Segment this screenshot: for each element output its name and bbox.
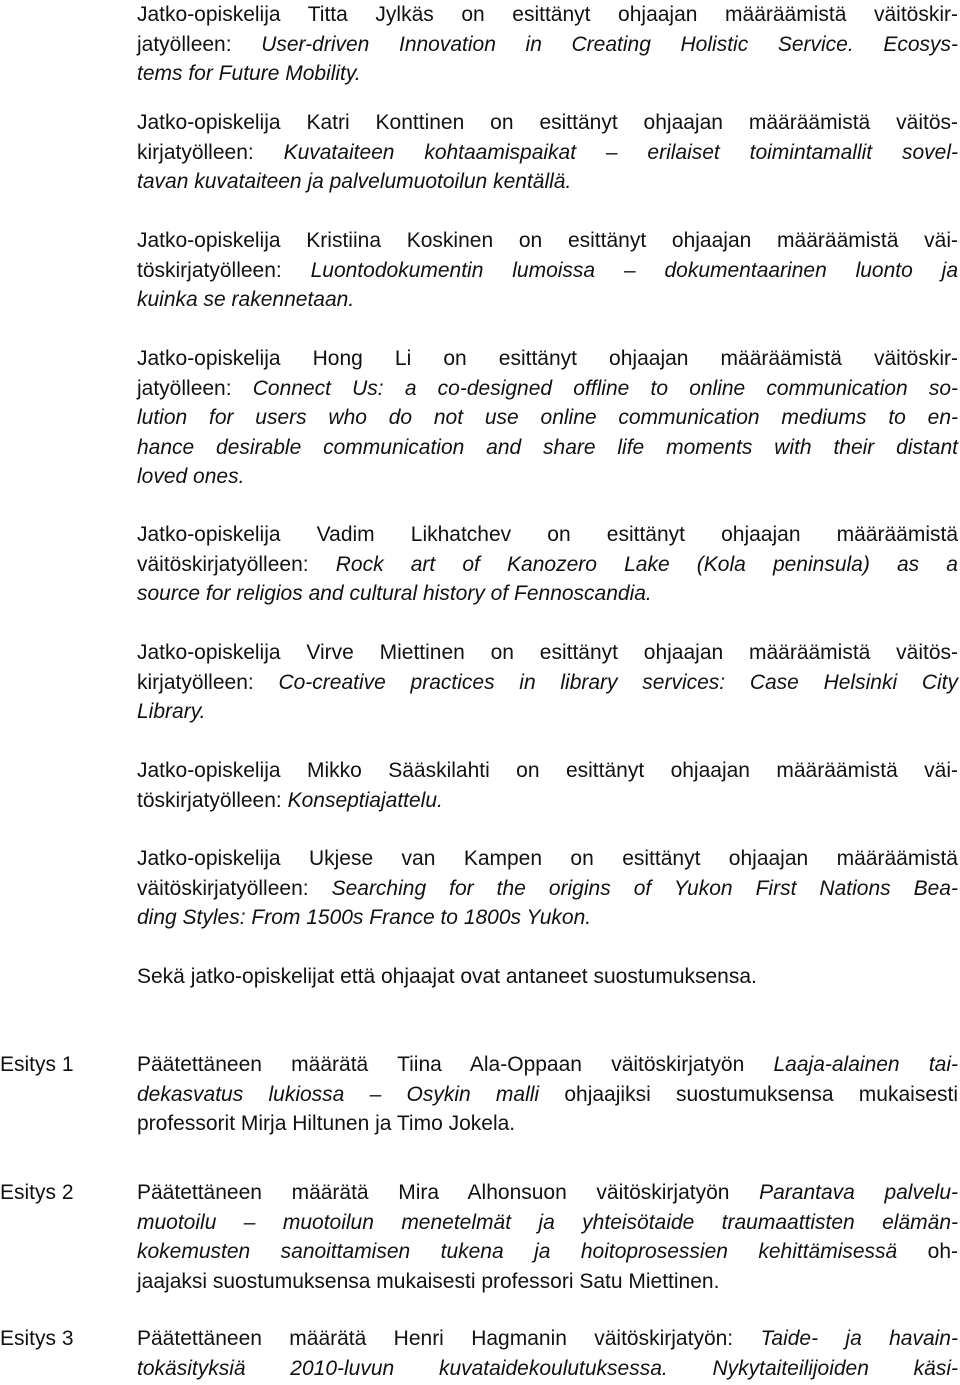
line-content bbox=[137, 520, 958, 550]
proposal-text bbox=[137, 1178, 958, 1296]
proposal-text bbox=[137, 1050, 958, 1139]
line-content bbox=[137, 403, 958, 433]
text-line bbox=[137, 638, 958, 668]
body-text: jatyölleen: bbox=[137, 376, 253, 400]
body-text: väitöskirjatyölleen: bbox=[137, 552, 336, 576]
italic-title-text: tavan kuvataiteen ja palvelumuotoilun kentällä. bbox=[137, 170, 572, 193]
line-content bbox=[137, 700, 205, 723]
italic-title-text: lution for users who do not use online communication mediums to en- bbox=[137, 406, 958, 429]
italic-title-text: loved ones. bbox=[137, 465, 245, 488]
italic-title-text: Rock art of Kanozero Lake (Kola peninsula) as a bbox=[335, 552, 958, 576]
line-content bbox=[137, 1050, 958, 1080]
italic-title-text: Connect Us: a co-designed offline to online communication so- bbox=[252, 376, 958, 400]
body-text: Jatko-opiskelija Titta Jylkäs on esittänyt ohjaajan määräämistä väitöskir- bbox=[137, 3, 958, 26]
text-line bbox=[137, 256, 958, 286]
text-line bbox=[137, 167, 958, 197]
line-content bbox=[137, 344, 958, 374]
body-text: Päätettäneen määrätä Mira Alhonsuon väitöskirjatyön bbox=[137, 1181, 760, 1204]
text-line bbox=[137, 786, 958, 816]
body-text: jaajaksi suostumuksensa mukaisesti professori Satu Miettinen. bbox=[137, 1269, 720, 1293]
text-line bbox=[137, 550, 958, 580]
italic-title-text: Library. bbox=[137, 700, 206, 723]
text-line bbox=[137, 0, 958, 30]
line-content bbox=[137, 638, 958, 668]
proposal-label: Esitys 3 bbox=[0, 1327, 74, 1350]
paragraph bbox=[137, 962, 958, 992]
body-text: kirjatyölleen: bbox=[137, 670, 279, 694]
line-content bbox=[137, 1354, 958, 1384]
text-line bbox=[137, 1324, 958, 1354]
proposal-label: Esitys 2 bbox=[0, 1181, 74, 1204]
body-text: Jatko-opiskelija Hong Li on esittänyt ohjaajan määräämistä väitöskir- bbox=[137, 347, 958, 370]
text-line bbox=[137, 668, 958, 698]
line-content bbox=[137, 170, 571, 193]
body-text: Jatko-opiskelija Katri Konttinen on esittänyt ohjaajan määräämistä väitös- bbox=[137, 111, 958, 134]
body-text: Päätettäneen määrätä Tiina Ala-Oppaan väitöskirjatyön bbox=[137, 1053, 774, 1076]
line-content bbox=[137, 756, 958, 786]
proposal-label: Esitys 1 bbox=[0, 1053, 74, 1076]
italic-title-text: source for religios and cultural history of Fennoscandia. bbox=[137, 582, 652, 605]
italic-title-text: Searching for the origins of Yukon First Nations Bea- bbox=[331, 876, 958, 900]
italic-title-text: User-driven Innovation in Creating Holistic Service. Ecosys- bbox=[261, 32, 958, 56]
text-line bbox=[137, 462, 958, 492]
text-line bbox=[137, 433, 958, 463]
text-line bbox=[137, 374, 958, 404]
italic-title-text: kokemusten sanoittamisen tukena ja hoitoprosessien kehittämisessä bbox=[137, 1240, 898, 1263]
line-content bbox=[137, 550, 958, 580]
line-content bbox=[137, 1324, 958, 1354]
italic-title-text: Luontodokumentin lumoissa – dokumentaarinen luonto ja bbox=[310, 258, 958, 282]
line-content bbox=[137, 374, 958, 404]
text-line bbox=[137, 903, 958, 933]
body-text: Jatko-opiskelija Virve Miettinen on esittänyt ohjaajan määräämistä väitös- bbox=[137, 641, 958, 664]
text-line bbox=[137, 108, 958, 138]
line-content bbox=[137, 288, 354, 311]
italic-title-text: Parantava palvelu- bbox=[759, 1181, 958, 1204]
line-content bbox=[137, 668, 958, 698]
body-text: ohjaajiksi suostumuksensa mukaisesti bbox=[539, 1082, 958, 1106]
line-content bbox=[137, 1112, 515, 1135]
line-content bbox=[137, 0, 958, 30]
text-line bbox=[137, 30, 958, 60]
line-content bbox=[137, 844, 958, 874]
italic-title-text: Kuvataiteen kohtaamispaikat – erilaiset toimintamallit sovel- bbox=[283, 140, 958, 164]
text-line bbox=[137, 344, 958, 374]
line-content bbox=[137, 138, 958, 168]
line-content bbox=[137, 1178, 958, 1208]
line-content bbox=[137, 874, 958, 904]
line-content bbox=[137, 433, 958, 463]
body-text: Päätettäneen määrätä Henri Hagmanin väitöskirjatyön: bbox=[137, 1327, 761, 1350]
paragraph bbox=[137, 226, 958, 315]
line-content bbox=[137, 965, 757, 988]
body-text: oh- bbox=[897, 1240, 958, 1263]
italic-title-text: hance desirable communication and share life moments with their distant bbox=[137, 435, 958, 459]
text-line bbox=[137, 138, 958, 168]
line-content bbox=[137, 256, 958, 286]
proposal-text bbox=[137, 1324, 958, 1383]
paragraph bbox=[137, 108, 958, 197]
body-text: Jatko-opiskelija Ukjese van Kampen on esittänyt ohjaajan määräämistä bbox=[137, 847, 958, 870]
paragraph bbox=[137, 756, 958, 815]
body-text: Sekä jatko-opiskelijat että ohjaajat ovat antaneet suostumuksensa. bbox=[137, 965, 757, 988]
paragraph bbox=[137, 0, 958, 89]
text-line bbox=[137, 59, 958, 89]
italic-title-text: tems for Future Mobility. bbox=[137, 62, 361, 85]
italic-title-text: muotoilu – muotoilun menetelmät ja yhteisötaide traumaattisten elämän- bbox=[137, 1210, 958, 1234]
text-line bbox=[137, 1267, 958, 1297]
body-text: töskirjatyölleen: bbox=[137, 788, 288, 812]
text-line bbox=[137, 697, 958, 727]
text-line bbox=[137, 1208, 958, 1238]
line-content bbox=[137, 906, 591, 929]
line-content bbox=[137, 582, 652, 605]
italic-title-text: kuinka se rakennetaan. bbox=[137, 288, 355, 311]
line-content bbox=[137, 62, 361, 85]
italic-title-text: dekasvatus lukiossa – Osykin malli bbox=[137, 1082, 540, 1106]
text-line bbox=[137, 579, 958, 609]
text-line bbox=[137, 1237, 958, 1267]
text-line bbox=[137, 1354, 958, 1384]
text-line bbox=[137, 756, 958, 786]
line-content bbox=[137, 226, 958, 256]
body-text: Jatko-opiskelija Vadim Likhatchev on esittänyt ohjaajan määräämistä bbox=[137, 523, 958, 546]
line-content bbox=[137, 465, 244, 488]
body-text: töskirjatyölleen: bbox=[137, 258, 311, 282]
text-line bbox=[137, 1050, 958, 1080]
text-line bbox=[137, 403, 958, 433]
body-text: jatyölleen: bbox=[137, 32, 262, 56]
text-line bbox=[137, 844, 958, 874]
text-line bbox=[137, 1080, 958, 1110]
body-text: Jatko-opiskelija Kristiina Koskinen on esittänyt ohjaajan määräämistä väi- bbox=[137, 229, 958, 252]
line-content bbox=[137, 1237, 958, 1267]
italic-title-text: Taide- ja havain- bbox=[760, 1327, 958, 1350]
body-text: Jatko-opiskelija Mikko Sääskilahti on esittänyt ohjaajan määräämistä väi- bbox=[137, 759, 958, 782]
italic-title-text: Co-creative practices in library services: Case Helsinki City bbox=[278, 670, 958, 694]
italic-title-text: ding Styles: From 1500s France to 1800s Yukon. bbox=[137, 906, 592, 929]
line-content bbox=[137, 1080, 958, 1110]
body-text: professorit Mirja Hiltunen ja Timo Jokela. bbox=[137, 1112, 516, 1135]
paragraph bbox=[137, 844, 958, 933]
text-line bbox=[137, 1109, 958, 1139]
line-content bbox=[137, 789, 443, 812]
paragraph bbox=[137, 638, 958, 727]
italic-title-text: tokäsityksiä 2010-luvun kuvataidekoulutuksessa. Nykytaiteilijoiden käsi- bbox=[137, 1356, 958, 1380]
body-text: kirjatyölleen: bbox=[137, 140, 284, 164]
italic-title-text: Konseptiajattelu. bbox=[287, 788, 443, 812]
body-text: väitöskirjatyölleen: bbox=[137, 876, 332, 900]
text-line bbox=[137, 962, 958, 992]
line-content bbox=[137, 1270, 719, 1293]
text-line bbox=[137, 874, 958, 904]
italic-title-text: Laaja-alainen tai- bbox=[773, 1053, 959, 1076]
text-line bbox=[137, 226, 958, 256]
paragraph bbox=[137, 520, 958, 609]
line-content bbox=[137, 30, 958, 60]
paragraph bbox=[137, 344, 958, 492]
text-line bbox=[137, 285, 958, 315]
text-line bbox=[137, 520, 958, 550]
line-content bbox=[137, 108, 958, 138]
line-content bbox=[137, 1208, 958, 1238]
text-line bbox=[137, 1178, 958, 1208]
